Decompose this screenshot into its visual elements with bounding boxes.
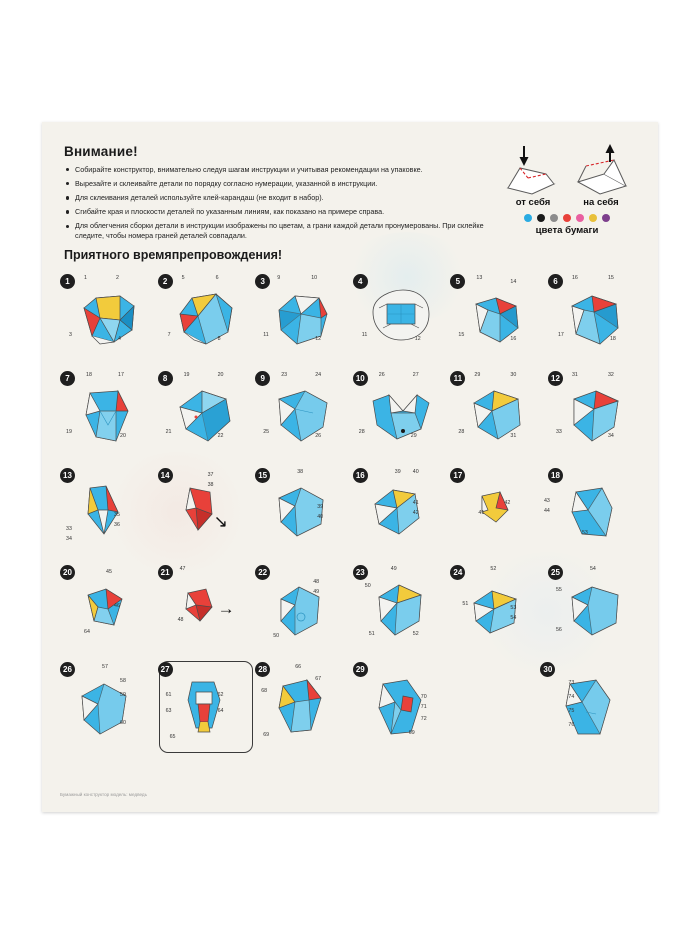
arrow-icon: → <box>217 599 235 618</box>
list-item: Сгибайте края и плоскости деталей по указанным линиям, как показано на примере справа. <box>64 207 494 217</box>
step-cell-30 <box>448 658 643 754</box>
part-label: 67 <box>315 676 322 682</box>
step-badge: 23 <box>353 565 368 580</box>
step-cell-1 <box>58 270 156 366</box>
part-label: 25 <box>263 429 270 435</box>
part-label: 24 <box>315 372 322 378</box>
list-item: Для облегчения сборки детали в инструкции изображены по цветам, а грани каждой детали пронумерованы. При склейке следите, чтобы номера граней деталей совпадали. <box>64 221 494 240</box>
step-cell-28 <box>253 658 351 754</box>
part-label: 39 <box>317 504 324 510</box>
step-badge: 12 <box>548 371 563 386</box>
part-label: 66 <box>295 664 302 670</box>
part-label: 36 <box>114 522 120 528</box>
part-label: 39 <box>394 469 401 475</box>
step-cell-5 <box>448 270 546 366</box>
part-label: 70 <box>420 694 427 700</box>
part-label: 74 <box>568 694 575 700</box>
part-label: 18 <box>86 372 92 378</box>
part-label: 33 <box>66 526 72 532</box>
part-label: 14 <box>510 279 517 285</box>
step-cell-15 <box>253 464 351 560</box>
part-label: 16 <box>571 275 578 281</box>
part-label: 55 <box>555 587 562 593</box>
step-badge: 17 <box>450 468 465 483</box>
model-figure <box>363 672 439 744</box>
part-label: 75 <box>568 708 575 714</box>
part-label: 20 <box>217 372 224 378</box>
model-figure <box>70 284 146 356</box>
model-figure <box>460 381 536 453</box>
part-label: 15 <box>607 275 614 281</box>
part-label: 69 <box>263 732 270 738</box>
step-badge: 9 <box>255 371 270 386</box>
fold-toward-diagram <box>574 144 632 196</box>
part-label: 18 <box>609 336 616 342</box>
part-label: 53 <box>581 530 588 536</box>
part-label: 43 <box>543 498 550 504</box>
step-badge: 4 <box>353 274 368 289</box>
fold-toward-label: на себя <box>583 197 619 208</box>
part-label: 2 <box>116 275 119 281</box>
step-badge: 3 <box>255 274 270 289</box>
step-badge: 20 <box>60 565 75 580</box>
step-badge: 29 <box>353 662 368 677</box>
step-cell-14 <box>156 464 254 560</box>
model-figure <box>363 284 439 356</box>
part-label: 62 <box>217 692 224 698</box>
part-label: 6 <box>215 275 219 281</box>
step-row <box>58 367 644 463</box>
model-figure <box>555 381 634 453</box>
step-badge: 2 <box>158 274 173 289</box>
model-figure <box>70 575 146 647</box>
step-badge: 15 <box>255 468 270 483</box>
step-badge: 25 <box>548 565 563 580</box>
step-badge: 14 <box>158 468 173 483</box>
part-label: 48 <box>177 617 184 623</box>
fold-away-diagram <box>502 144 560 196</box>
part-label: 72 <box>420 716 427 722</box>
step-cell-23 <box>351 561 449 657</box>
part-label: 26 <box>378 372 385 378</box>
paper-color-swatches <box>494 214 640 222</box>
part-label: 34 <box>607 433 614 439</box>
step-badge: 16 <box>353 468 368 483</box>
step-badge: 27 <box>158 662 173 677</box>
color-swatch <box>563 214 571 222</box>
part-label: 23 <box>281 372 288 378</box>
part-label: 54 <box>589 566 596 572</box>
part-label: 35 <box>114 512 120 518</box>
step-cell-18 <box>543 464 644 560</box>
model-figure <box>70 672 146 744</box>
model-figure <box>558 478 634 550</box>
part-label: 19 <box>66 429 72 435</box>
step-grid <box>58 270 644 755</box>
part-label: 40 <box>317 514 324 520</box>
step-row <box>58 270 644 366</box>
step-cell-16 <box>351 464 449 560</box>
step-cell-21 <box>156 561 254 657</box>
step-badge: 5 <box>450 274 465 289</box>
part-label: 19 <box>183 372 190 378</box>
color-swatch <box>537 214 545 222</box>
step-cell-8 <box>156 367 254 463</box>
step-badge: 30 <box>540 662 555 677</box>
part-label: 53 <box>510 605 517 611</box>
part-label: 65 <box>169 734 176 740</box>
step-badge: 10 <box>353 371 368 386</box>
step-cell-26 <box>58 658 156 754</box>
part-label: 12 <box>414 336 421 342</box>
part-label: 41 <box>412 500 419 506</box>
part-label: 69 <box>408 730 415 736</box>
part-label: 9 <box>277 275 281 281</box>
model-figure <box>460 284 536 356</box>
model-figure <box>552 672 628 744</box>
model-figure <box>265 284 341 356</box>
part-label: 42 <box>504 500 511 506</box>
step-cell-20 <box>58 561 156 657</box>
list-item: Собирайте конструктор, внимательно следуя шагам инструкции и учитывая рекомендации на упаковке. <box>64 165 494 175</box>
model-figure <box>460 575 536 647</box>
step-cell-6 <box>546 270 644 366</box>
part-label: 48 <box>313 579 320 585</box>
part-label: 12 <box>315 336 322 342</box>
step-row <box>58 561 644 657</box>
step-cell-2 <box>156 270 254 366</box>
step-cell-24 <box>448 561 546 657</box>
list-item: Для склеивания деталей используйте клей-карандаш (не входит в набор). <box>64 193 494 203</box>
model-figure <box>363 381 439 453</box>
model-figure <box>165 672 244 744</box>
step-cell-22 <box>253 561 351 657</box>
step-badge: 7 <box>60 371 75 386</box>
model-figure <box>168 284 244 356</box>
step-cell-10 <box>351 367 449 463</box>
part-label: 49 <box>313 589 320 595</box>
paper-colors-label: цвета бумаги <box>535 225 599 236</box>
corner-note: Бумажный конструктор модель: медведь <box>60 792 148 797</box>
color-swatch <box>576 214 584 222</box>
step-cell-17 <box>448 464 546 560</box>
part-label: 61 <box>165 692 172 698</box>
step-badge: 11 <box>450 371 465 386</box>
step-cell-11 <box>448 367 546 463</box>
part-label: 27 <box>412 372 419 378</box>
step-badge: 1 <box>60 274 75 289</box>
step-cell-7 <box>58 367 156 463</box>
step-cell-12 <box>546 367 644 463</box>
part-label: 76 <box>568 722 575 728</box>
step-badge: 28 <box>255 662 270 677</box>
instruction-sheet <box>42 122 658 812</box>
step-badge: 21 <box>158 565 173 580</box>
part-label: 21 <box>165 429 172 435</box>
part-label: 31 <box>510 433 517 439</box>
part-label: 59 <box>120 692 126 698</box>
header <box>64 144 494 262</box>
part-label: 51 <box>462 601 469 607</box>
fold-away-label: от себя <box>515 197 551 208</box>
part-label: 45 <box>106 569 112 575</box>
part-label: 34 <box>66 536 72 542</box>
part-label: 5 <box>181 275 185 281</box>
part-label: 50 <box>364 583 371 589</box>
part-label: 68 <box>261 688 268 694</box>
model-figure <box>265 672 341 744</box>
part-label: 20 <box>120 433 126 439</box>
part-label: 26 <box>315 433 322 439</box>
part-label: 33 <box>555 429 562 435</box>
model-figure <box>363 478 439 550</box>
color-swatch <box>524 214 532 222</box>
part-label: 64 <box>217 708 224 714</box>
part-label: 22 <box>217 433 224 439</box>
color-swatch <box>602 214 610 222</box>
part-label: 1 <box>84 275 87 281</box>
part-label: 52 <box>412 631 419 637</box>
part-label: 41 <box>478 510 485 516</box>
part-label: 32 <box>607 372 614 378</box>
step-cell-29 <box>351 658 449 754</box>
part-label: 44 <box>543 508 550 514</box>
step-badge: 13 <box>60 468 75 483</box>
step-cell-25 <box>546 561 644 657</box>
part-label: 58 <box>120 678 126 684</box>
part-label: 8 <box>217 336 221 342</box>
color-swatch <box>589 214 597 222</box>
color-swatch <box>550 214 558 222</box>
step-cell-9 <box>253 367 351 463</box>
part-label: 4 <box>118 336 121 342</box>
part-label: 47 <box>179 566 186 572</box>
part-label: 73 <box>568 680 575 686</box>
part-label: 38 <box>207 482 214 488</box>
part-label: 30 <box>510 372 517 378</box>
step-badge: 24 <box>450 565 465 580</box>
model-figure <box>70 381 146 453</box>
model-figure <box>168 478 244 550</box>
part-label: 38 <box>297 469 304 475</box>
page-title: Внимание! <box>64 144 138 159</box>
model-figure <box>265 478 341 550</box>
part-label: 11 <box>263 332 269 338</box>
part-label: 15 <box>458 332 465 338</box>
part-label: 17 <box>118 372 124 378</box>
arrow-icon: ↘ <box>213 512 228 531</box>
model-figure <box>555 575 634 647</box>
list-item: Вырезайте и склеивайте детали по порядку согласно нумерации, указанной в инструкции. <box>64 179 494 189</box>
step-cell-3 <box>253 270 351 366</box>
part-label: 10 <box>311 275 318 281</box>
fold-legend <box>494 144 640 236</box>
part-label: 31 <box>571 372 578 378</box>
part-label: 29 <box>474 372 481 378</box>
part-label: 11 <box>361 332 368 338</box>
instruction-list <box>64 165 494 241</box>
model-figure <box>265 381 341 453</box>
part-label: 40 <box>412 469 419 475</box>
step-cell-13 <box>58 464 156 560</box>
part-label: 63 <box>165 708 172 714</box>
step-row <box>58 464 644 560</box>
part-label: 60 <box>120 720 126 726</box>
part-label: 28 <box>458 429 465 435</box>
step-badge: 22 <box>255 565 270 580</box>
model-figure <box>165 381 244 453</box>
part-label: 49 <box>390 566 397 572</box>
part-label: 13 <box>476 275 483 281</box>
part-label: 3 <box>69 332 72 338</box>
part-label: 37 <box>207 472 214 478</box>
part-label: 64 <box>84 629 90 635</box>
part-label: 54 <box>510 615 517 621</box>
step-badge: 18 <box>548 468 563 483</box>
step-badge: 26 <box>60 662 75 677</box>
part-label: 51 <box>368 631 375 637</box>
part-label: 56 <box>555 627 562 633</box>
part-label: 7 <box>167 332 171 338</box>
model-figure <box>70 478 146 550</box>
part-label: 46 <box>114 603 120 609</box>
part-label: 16 <box>510 336 517 342</box>
model-figure <box>460 478 536 550</box>
subtitle: Приятного времяпрепровождения! <box>64 247 283 262</box>
part-label: 42 <box>412 510 419 516</box>
part-label: 28 <box>358 429 365 435</box>
part-label: 57 <box>102 664 108 670</box>
model-figure <box>558 284 634 356</box>
step-row <box>58 658 644 754</box>
step-badge: 6 <box>548 274 563 289</box>
step-cell-27 <box>156 658 254 754</box>
part-label: 29 <box>410 433 417 439</box>
step-cell-4 <box>351 270 449 366</box>
part-label: 52 <box>490 566 497 572</box>
part-label: 17 <box>557 332 564 338</box>
part-label: 71 <box>420 704 427 710</box>
step-badge: 8 <box>158 371 173 386</box>
part-label: 50 <box>273 633 280 639</box>
